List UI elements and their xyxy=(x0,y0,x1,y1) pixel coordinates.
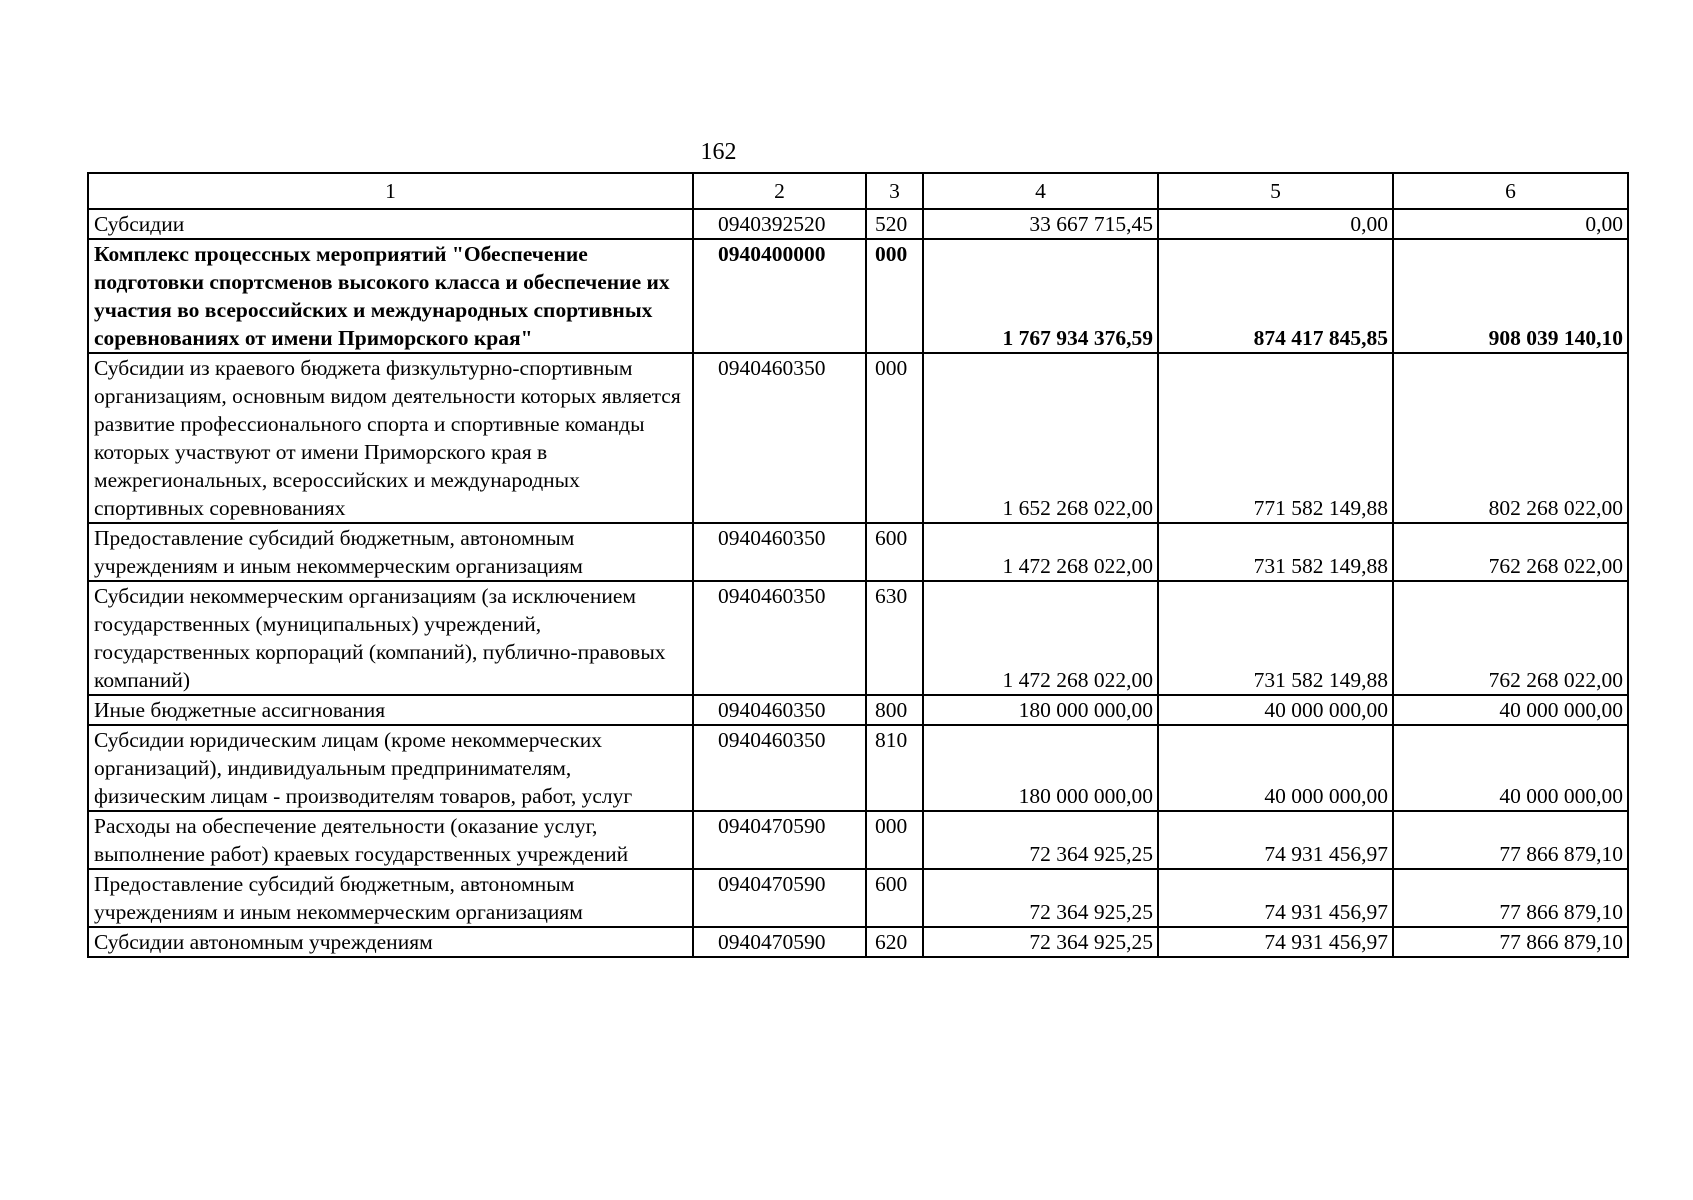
row-name: Субсидии юридическим лицам (кроме некоммерческих организаций), индивидуальным предпринимателям, физическим лицам - производителям товаров, работ, услуг xyxy=(88,725,693,811)
row-type: 000 xyxy=(866,811,923,869)
row-value-6: 77 866 879,10 xyxy=(1393,811,1628,869)
row-name: Предоставление субсидий бюджетным, автономным учреждениям и иным некоммерческим организациям xyxy=(88,869,693,927)
row-name: Комплекс процессных мероприятий "Обеспечение подготовки спортсменов высокого класса и обеспечение их участия во всероссийских и международных спортивных соревнованиях от имени Приморского края" xyxy=(88,239,693,353)
row-name: Субсидии из краевого бюджета физкультурно-спортивным организациям, основным видом деятельности которых является развитие профессионального спорта и спортивные команды которых участвуют от имени Приморского края в межрегиональных, всероссийских и международных спортивных соревнованиях xyxy=(88,353,693,523)
row-value-5: 0,00 xyxy=(1158,209,1393,239)
row-value-4: 72 364 925,25 xyxy=(923,927,1158,957)
row-value-5: 74 931 456,97 xyxy=(1158,927,1393,957)
row-name: Субсидии некоммерческим организациям (за исключением государственных (муниципальных) учреждений, государственных корпораций (компаний), публично-правовых компаний) xyxy=(88,581,693,695)
row-value-4: 72 364 925,25 xyxy=(923,869,1158,927)
row-name: Субсидии автономным учреждениям xyxy=(88,927,693,957)
table-row xyxy=(88,695,1628,725)
row-value-4: 1 652 268 022,00 xyxy=(923,353,1158,523)
row-code: 0940460350 xyxy=(693,695,866,725)
column-header: 4 xyxy=(923,173,1158,209)
row-value-6: 0,00 xyxy=(1393,209,1628,239)
row-value-4: 180 000 000,00 xyxy=(923,695,1158,725)
table-row xyxy=(88,927,1628,957)
row-value-6: 40 000 000,00 xyxy=(1393,725,1628,811)
table-row xyxy=(88,811,1628,869)
table-row xyxy=(88,725,1628,811)
row-value-4: 180 000 000,00 xyxy=(923,725,1158,811)
row-value-5: 40 000 000,00 xyxy=(1158,725,1393,811)
row-value-5: 74 931 456,97 xyxy=(1158,869,1393,927)
row-type: 810 xyxy=(866,725,923,811)
row-value-4: 72 364 925,25 xyxy=(923,811,1158,869)
table-row xyxy=(88,869,1628,927)
column-header: 2 xyxy=(693,173,866,209)
row-code: 0940460350 xyxy=(693,725,866,811)
table-row xyxy=(88,239,1628,353)
row-value-4: 1 472 268 022,00 xyxy=(923,523,1158,581)
row-value-6: 77 866 879,10 xyxy=(1393,927,1628,957)
row-value-6: 77 866 879,10 xyxy=(1393,869,1628,927)
table-row xyxy=(88,581,1628,695)
column-header: 6 xyxy=(1393,173,1628,209)
page-number: 162 xyxy=(700,139,737,165)
row-code: 0940460350 xyxy=(693,581,866,695)
row-type: 800 xyxy=(866,695,923,725)
row-value-4: 33 667 715,45 xyxy=(923,209,1158,239)
row-name: Предоставление субсидий бюджетным, автономным учреждениям и иным некоммерческим организациям xyxy=(88,523,693,581)
row-name: Иные бюджетные ассигнования xyxy=(88,695,693,725)
row-value-6: 802 268 022,00 xyxy=(1393,353,1628,523)
row-value-5: 731 582 149,88 xyxy=(1158,581,1393,695)
row-value-6: 908 039 140,10 xyxy=(1393,239,1628,353)
column-header: 3 xyxy=(866,173,923,209)
row-name: Субсидии xyxy=(88,209,693,239)
row-type: 000 xyxy=(866,239,923,353)
row-type: 620 xyxy=(866,927,923,957)
row-code: 0940392520 xyxy=(693,209,866,239)
row-type: 600 xyxy=(866,523,923,581)
row-value-5: 74 931 456,97 xyxy=(1158,811,1393,869)
budget-table xyxy=(87,172,1629,958)
row-value-4: 1 472 268 022,00 xyxy=(923,581,1158,695)
row-value-5: 40 000 000,00 xyxy=(1158,695,1393,725)
table-header-row xyxy=(88,173,1628,209)
row-value-5: 771 582 149,88 xyxy=(1158,353,1393,523)
row-code: 0940460350 xyxy=(693,353,866,523)
row-code: 0940460350 xyxy=(693,523,866,581)
row-value-6: 40 000 000,00 xyxy=(1393,695,1628,725)
row-code: 0940400000 xyxy=(693,239,866,353)
table-row xyxy=(88,209,1628,239)
table-row xyxy=(88,523,1628,581)
row-type: 600 xyxy=(866,869,923,927)
table-row xyxy=(88,353,1628,523)
row-value-6: 762 268 022,00 xyxy=(1393,581,1628,695)
row-name: Расходы на обеспечение деятельности (оказание услуг, выполнение работ) краевых государственных учреждений xyxy=(88,811,693,869)
row-type: 520 xyxy=(866,209,923,239)
row-code: 0940470590 xyxy=(693,811,866,869)
row-type: 630 xyxy=(866,581,923,695)
row-value-4: 1 767 934 376,59 xyxy=(923,239,1158,353)
row-code: 0940470590 xyxy=(693,927,866,957)
row-code: 0940470590 xyxy=(693,869,866,927)
row-value-5: 874 417 845,85 xyxy=(1158,239,1393,353)
row-type: 000 xyxy=(866,353,923,523)
row-value-5: 731 582 149,88 xyxy=(1158,523,1393,581)
column-header: 5 xyxy=(1158,173,1393,209)
column-header: 1 xyxy=(88,173,693,209)
row-value-6: 762 268 022,00 xyxy=(1393,523,1628,581)
